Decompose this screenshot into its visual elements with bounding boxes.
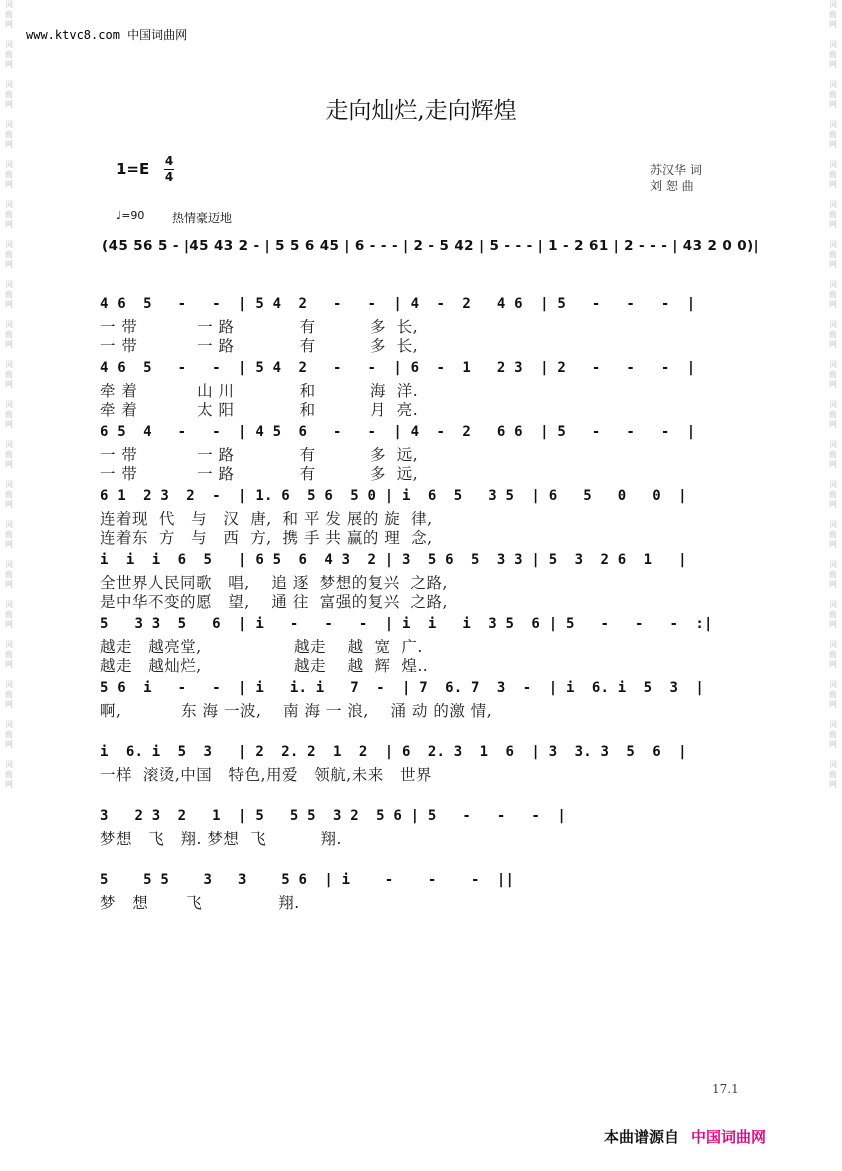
page-date: 17.1: [712, 1082, 739, 1096]
site-header: www.ktvc8.com 中国词曲网: [26, 28, 188, 42]
score-systems: [100, 296, 745, 936]
notes-line: 4 6 5 - - | 5 4 2 - - | 4 - 2 4 6 | 5 - - - |: [100, 296, 696, 312]
notes-line: i 6. i 5 3 | 2 2. 2 1 2 | 6 2. 3 1 6 | 3 3. 3 5 6 |: [100, 744, 687, 760]
score-system: [100, 680, 745, 744]
score-system: [100, 808, 745, 872]
lyric-line: 一样 滚烫,中国 特色,用爱 领航,未来 世界: [100, 766, 432, 784]
lyric-line: 啊, 东 海 一波, 南 海 一 浪, 涌 动 的激 情,: [100, 702, 493, 720]
lyric-line: 牵 着 山 川 和 海 洋.: [100, 382, 419, 400]
watermark-strip-left: 词 曲 网 词 曲 网 词 曲 网 词 曲 网 词 曲 网 词 曲 网 词 曲 网 词 曲 网 词 曲 网 词 曲 网 词 曲 网 词 曲 网 词 曲 网 词 曲 网 词 曲 网 词 曲 网 词 曲 网 词 曲 网 词 曲 网 词 曲 网: [5, 0, 13, 789]
lyric-line: 是中华不变的愿 望, 通 往 富强的复兴 之路,: [100, 593, 448, 611]
notes-line: 6 1 2 3 2 - | 1. 6 5 6 5 0 | i 6 5 3 5 | 6 5 0 0 |: [100, 488, 687, 504]
footer: [604, 1126, 766, 1147]
notes-line: 3 2 3 2 1 | 5 5 5 3 2 5 6 | 5 - - - |: [100, 808, 566, 824]
score-system: [100, 296, 745, 360]
lyric-line: 越走 越灿烂, 越走 越 辉 煌..: [100, 657, 429, 675]
watermark-strip-right: 词 曲 网 词 曲 网 词 曲 网 词 曲 网 词 曲 网 词 曲 网 词 曲 网 词 曲 网 词 曲 网 词 曲 网 词 曲 网 词 曲 网 词 曲 网 词 曲 网 词 曲 网 词 曲 网 词 曲 网 词 曲 网 词 曲 网 词 曲 网: [829, 0, 837, 789]
lyric-line: 全世界人民同歌 唱, 追 逐 梦想的复兴 之路,: [100, 574, 448, 592]
notes-line: 5 5 5 3 3 5 6 | i - - - ||: [100, 872, 515, 888]
lyric-line: 一 带 一 路 有 多 长,: [100, 318, 419, 336]
lyric-line: 一 带 一 路 有 多 长,: [100, 337, 419, 355]
lyric-line: 牵 着 太 阳 和 月 亮.: [100, 401, 419, 419]
lyric-line: 连着东 方 与 西 方, 携 手 共 赢的 理 念,: [100, 529, 433, 547]
lyric-line: 一 带 一 路 有 多 远,: [100, 465, 419, 483]
score-system: [100, 616, 745, 680]
tempo-marking: ♩=90: [116, 209, 145, 222]
footer-source-label: 本曲谱源自: [604, 1128, 680, 1146]
time-signature-top: 4: [164, 154, 174, 168]
score-system: [100, 552, 745, 616]
song-title: 走向灿烂,走向辉煌: [325, 98, 517, 124]
notes-line: i i i 6 5 | 6 5 6 4 3 2 | 3 5 6 5 3 3 | 5 3 2 6 1 |: [100, 552, 687, 568]
score-system: [100, 424, 745, 488]
credits: [650, 162, 702, 194]
lyricist: 苏汉华 词: [650, 163, 702, 177]
lyric-line: 连着现 代 与 汉 唐, 和 平 发 展的 旋 律,: [100, 510, 433, 528]
notes-line: 5 6 i - - | i i. i 7 - | 7 6. 7 3 - | i 6. i 5 3 |: [100, 680, 705, 696]
lyric-line: 越走 越亮堂, 越走 越 宽 广.: [100, 638, 423, 656]
time-signature-bottom: 4: [164, 170, 174, 184]
notes-line: 6 5 4 - - | 4 5 6 - - | 4 - 2 6 6 | 5 - - - |: [100, 424, 696, 440]
score-system: [100, 872, 745, 936]
notes-line: 4 6 5 - - | 5 4 2 - - | 6 - 1 2 3 | 2 - - - |: [100, 360, 696, 376]
time-signature: [164, 155, 174, 184]
intro-notes: (45 56 5 - |45 43 2 - | 5 5 6 45 | 6 - - - | 2 - 5 42 | 5 - - - | 1 - 2 61 | 2 - - - | 43 2 0 0)|: [102, 238, 759, 254]
lyric-line: 一 带 一 路 有 多 远,: [100, 446, 419, 464]
notes-line: 5 3 3 5 6 | i - - - | i i i 3 5 6 | 5 - - - :|: [100, 616, 713, 632]
score-system: [100, 360, 745, 424]
expression-marking: 热情豪迈地: [172, 211, 233, 225]
composer: 刘 恕 曲: [650, 179, 694, 193]
lyric-line: 梦想 飞 翔. 梦想 飞 翔.: [100, 830, 342, 848]
footer-brand: 中国词曲网: [691, 1128, 767, 1146]
score-system: [100, 744, 745, 808]
lyric-line: 梦 想 飞 翔.: [100, 894, 300, 912]
key-signature: 1=E: [116, 160, 150, 178]
score-system: [100, 488, 745, 552]
